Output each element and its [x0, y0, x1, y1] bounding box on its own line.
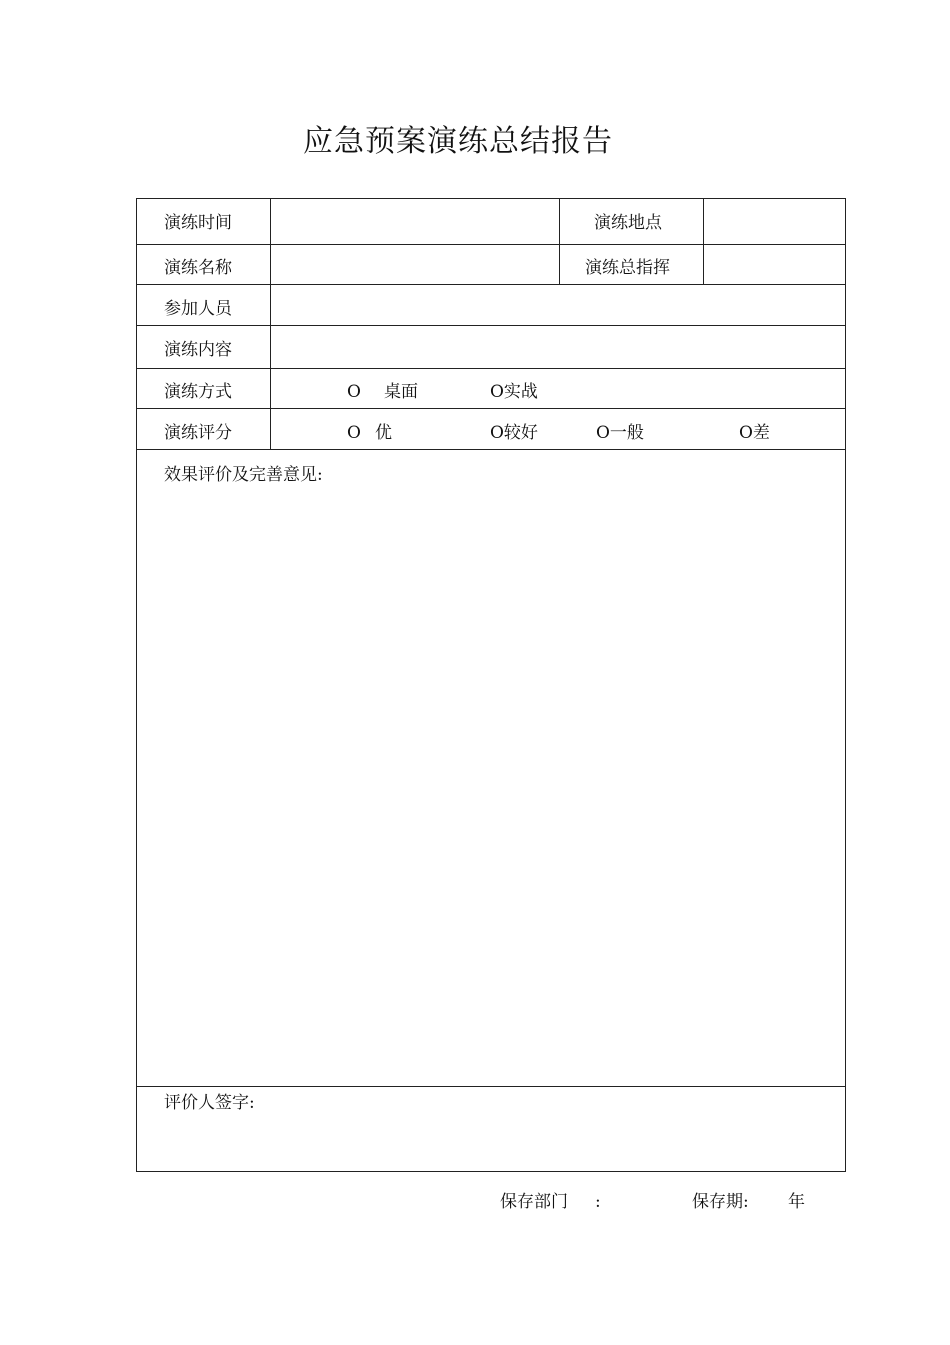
drill-report-form	[136, 198, 846, 1172]
signature-label: 评价人签字:	[164, 1093, 255, 1113]
rating-good-option[interactable]: O较好	[490, 423, 538, 443]
column-divider	[559, 199, 560, 284]
method-desktop-label: 桌面	[384, 382, 418, 402]
drill-place-field[interactable]	[704, 200, 845, 243]
department-label: 保存部门	[500, 1192, 568, 1212]
participants-field[interactable]	[271, 285, 845, 324]
drill-content-field[interactable]	[271, 326, 845, 367]
participants-label: 参加人员	[164, 299, 232, 319]
evaluation-label: 效果评价及完善意见:	[164, 465, 323, 485]
drill-place-label: 演练地点	[594, 213, 662, 233]
retention-period-label: 保存期:	[692, 1192, 749, 1212]
year-label: 年	[788, 1192, 805, 1212]
row-divider	[137, 408, 845, 409]
rating-poor-option[interactable]: O差	[739, 423, 770, 443]
drill-commander-field[interactable]	[704, 245, 845, 283]
drill-content-label: 演练内容	[164, 340, 232, 360]
drill-name-label: 演练名称	[164, 258, 232, 278]
drill-method-label: 演练方式	[164, 382, 232, 402]
drill-time-field[interactable]	[271, 200, 558, 243]
page-title: 应急预案演练总结报告	[303, 124, 613, 159]
signature-field[interactable]	[138, 1117, 844, 1169]
evaluation-textarea[interactable]	[138, 491, 844, 1083]
row-divider	[137, 449, 845, 450]
drill-rating-label: 演练评分	[164, 423, 232, 443]
rating-average-option[interactable]: O一般	[596, 423, 644, 443]
row-divider	[137, 368, 845, 369]
method-desktop-radio[interactable]: O	[347, 382, 361, 402]
drill-name-field[interactable]	[271, 245, 558, 283]
drill-commander-label: 演练总指挥	[585, 258, 670, 278]
row-divider	[137, 1086, 845, 1087]
rating-excellent-label: 优	[375, 423, 392, 443]
method-live-option[interactable]: O实战	[490, 382, 538, 402]
drill-time-label: 演练时间	[164, 213, 232, 233]
department-colon: :	[595, 1192, 601, 1212]
rating-excellent-radio[interactable]: O	[347, 423, 361, 443]
